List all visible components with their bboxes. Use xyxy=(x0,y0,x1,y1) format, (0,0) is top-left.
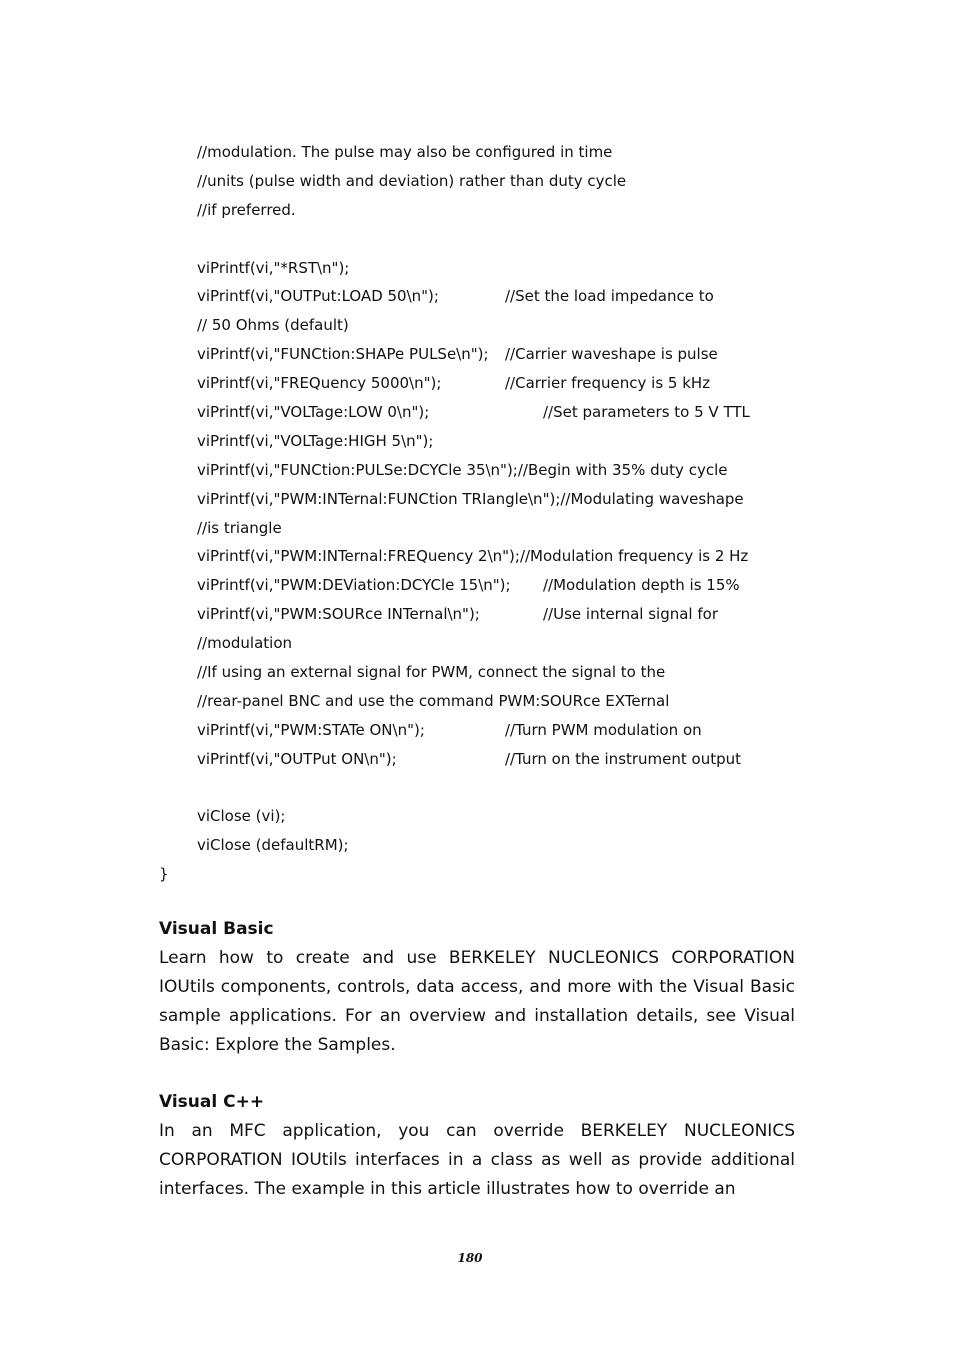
code-text: viPrintf(vi,"*RST\n"); xyxy=(197,258,350,277)
code-text: //units (pulse width and deviation) rather than duty cycle xyxy=(197,171,627,190)
code-line xyxy=(159,514,799,543)
code-text: viClose (defaultRM); xyxy=(197,836,349,855)
code-comment: //Modulation depth is 15% xyxy=(543,576,740,595)
code-line xyxy=(159,716,799,745)
closing-brace: } xyxy=(159,865,169,884)
code-line xyxy=(159,311,799,340)
code-comment: //Set parameters to 5 V TTL xyxy=(543,403,750,422)
code-comment: //Carrier waveshape is pulse xyxy=(505,345,718,364)
code-line xyxy=(159,340,799,369)
code-text: //rear-panel BNC and use the command PWM:SOURce EXTernal xyxy=(197,691,670,710)
code-comment: //Turn PWM modulation on xyxy=(505,720,702,739)
code-line xyxy=(159,831,799,860)
code-line-blank xyxy=(159,225,799,254)
code-text: viPrintf(vi,"OUTPut ON\n"); xyxy=(197,749,397,768)
code-comment: //Carrier frequency is 5 kHz xyxy=(505,374,711,393)
code-text: viPrintf(vi,"FUNCtion:SHAPe PULSe\n"); xyxy=(197,345,489,364)
code-text: viPrintf(vi,"VOLTage:LOW 0\n"); xyxy=(197,403,430,422)
code-line xyxy=(159,167,799,196)
code-line xyxy=(159,571,799,600)
code-line xyxy=(159,485,799,514)
code-line xyxy=(159,745,799,774)
code-text: //modulation. The pulse may also be configured in time xyxy=(197,143,613,161)
code-text: viPrintf(vi,"FUNCtion:PULSe:DCYCle 35\n");//Begin with 35% duty cycle xyxy=(197,460,728,479)
code-text: viClose (vi); xyxy=(197,807,286,826)
code-line xyxy=(159,138,799,167)
code-line xyxy=(159,629,799,658)
page-number: 180 xyxy=(457,1251,483,1265)
code-comment: //Turn on the instrument output xyxy=(505,749,742,768)
code-text: //is triangle xyxy=(197,518,282,537)
code-line xyxy=(159,860,799,889)
code-line-blank xyxy=(159,774,799,803)
code-line xyxy=(159,254,799,283)
code-text: viPrintf(vi,"PWM:INTernal:FUNCtion TRIangle\n");//Modulating waveshape xyxy=(197,489,744,508)
code-line xyxy=(159,282,799,311)
code-line xyxy=(159,369,799,398)
section-heading-visual-cpp: Visual C++ xyxy=(159,1092,265,1112)
code-line xyxy=(159,600,799,629)
code-text: viPrintf(vi,"FREQuency 5000\n"); xyxy=(197,374,442,393)
section-heading-visual-basic: Visual Basic xyxy=(159,919,274,939)
code-text: // 50 Ohms (default) xyxy=(197,316,349,335)
code-text: //If using an external signal for PWM, connect the signal to the xyxy=(197,663,666,682)
code-line xyxy=(159,398,799,427)
code-text: viPrintf(vi,"PWM:DEViation:DCYCle 15\n"); xyxy=(197,576,511,595)
section-paragraph-visual-cpp: In an MFC application, you can override BERKELEY NUCLEONICS CORPORATION IOUtils interfaces in a class as well as provide additional interfaces. The example in this article illustrates how to override an xyxy=(159,1121,795,1199)
code-text: viPrintf(vi,"PWM:INTernal:FREQuency 2\n");//Modulation frequency is 2 Hz xyxy=(197,547,749,566)
code-comment: //Set the load impedance to xyxy=(505,287,714,306)
code-text: //modulation xyxy=(197,634,293,653)
code-line xyxy=(159,456,799,485)
code-line xyxy=(159,658,799,687)
code-line xyxy=(159,196,799,225)
section-paragraph-visual-basic: Learn how to create and use BERKELEY NUCLEONICS CORPORATION IOUtils components, controls, data access, and more with the Visual Basic sample applications. For an overview and installation details, see Visual Basic: Explore the Samples. xyxy=(159,948,795,1055)
code-text: viPrintf(vi,"PWM:STATe ON\n"); xyxy=(197,720,425,739)
code-text: viPrintf(vi,"PWM:SOURce INTernal\n"); xyxy=(197,605,480,624)
code-text: viPrintf(vi,"OUTPut:LOAD 50\n"); xyxy=(197,287,439,306)
code-text: //if preferred. xyxy=(197,200,296,219)
code-line xyxy=(159,687,799,716)
code-comment: //Use internal signal for xyxy=(543,605,718,624)
code-text: viPrintf(vi,"VOLTage:HIGH 5\n"); xyxy=(197,431,434,450)
code-line xyxy=(159,542,799,571)
code-line xyxy=(159,802,799,831)
code-listing xyxy=(159,138,799,889)
code-line xyxy=(159,427,799,456)
